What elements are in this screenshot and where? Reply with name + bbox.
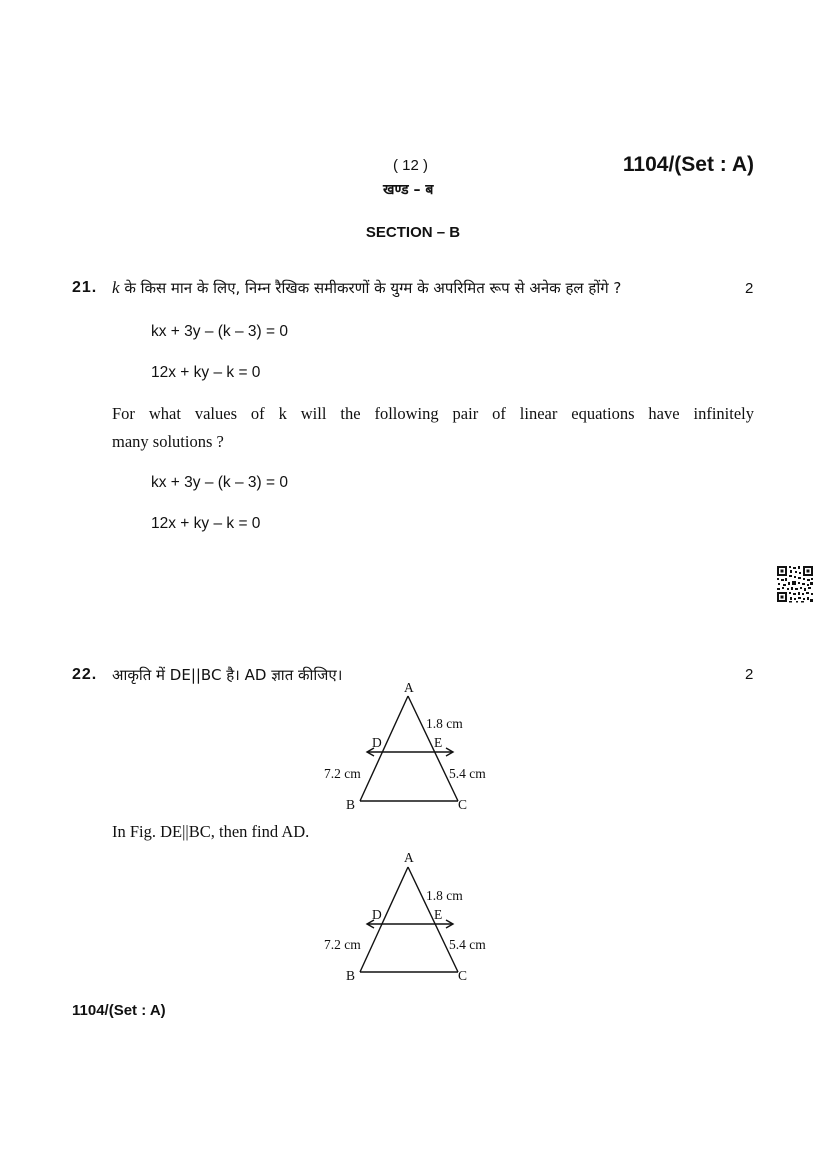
question-number: 22. xyxy=(72,666,98,683)
footer-set-code: 1104/(Set : A) xyxy=(72,1002,166,1019)
length-label: 7.2 cm xyxy=(324,766,361,781)
qr-code-icon xyxy=(776,565,814,603)
vertex-label: A xyxy=(404,850,414,865)
question-english-line-1: For what values of k will the following pair of linear equations have infinitely xyxy=(112,404,754,423)
equation-1-english: kx + 3y – (k – 3) = 0 xyxy=(151,474,288,491)
question-english-text: In Fig. DE||BC, then find AD. xyxy=(112,822,310,841)
vertex-label: E xyxy=(434,907,443,922)
length-label: 1.8 cm xyxy=(426,716,463,731)
length-label: 5.4 cm xyxy=(449,766,486,781)
question-marks: 2 xyxy=(745,280,754,297)
equation-2: 12x + ky – k = 0 xyxy=(151,364,261,381)
side-ab xyxy=(360,696,408,801)
page-number: ( 12 ) xyxy=(393,157,429,174)
question-hindi-text: k के किस मान के लिए, निम्न रैखिक समीकरणों के युग्म के अपरिमित रूप से अनेक हल होंगे ? xyxy=(112,278,622,297)
vertex-label: D xyxy=(372,735,382,750)
section-title: SECTION – B xyxy=(365,224,461,241)
equation-2-english: 12x + ky – k = 0 xyxy=(151,515,261,532)
triangle-figure-english xyxy=(310,849,510,984)
length-label: 7.2 cm xyxy=(324,937,361,952)
vertex-label: B xyxy=(346,968,356,983)
vertex-label: C xyxy=(458,797,468,812)
variable-k: k xyxy=(112,278,120,297)
side-ac xyxy=(408,867,458,972)
question-number: 21. xyxy=(72,279,98,296)
section-title-hindi: खण्ड – ब xyxy=(383,182,434,198)
question-hindi-text: आकृति में DE||BC है। AD ज्ञात कीजिए। xyxy=(112,666,343,684)
question-marks: 2 xyxy=(745,666,754,683)
length-label: 5.4 cm xyxy=(449,937,486,952)
side-ab xyxy=(360,867,408,972)
triangle-figure-hindi xyxy=(310,678,510,813)
vertex-label: A xyxy=(404,680,414,695)
vertex-label: E xyxy=(434,735,443,750)
set-code: 1104/(Set : A) xyxy=(622,153,754,176)
vertex-label: B xyxy=(346,797,356,812)
equation-1: kx + 3y – (k – 3) = 0 xyxy=(151,323,288,340)
side-ac xyxy=(408,696,458,801)
length-label: 1.8 cm xyxy=(426,888,463,903)
vertex-label: D xyxy=(372,907,382,922)
vertex-label: C xyxy=(458,968,468,983)
question-english-line-2: many solutions ? xyxy=(112,432,224,451)
